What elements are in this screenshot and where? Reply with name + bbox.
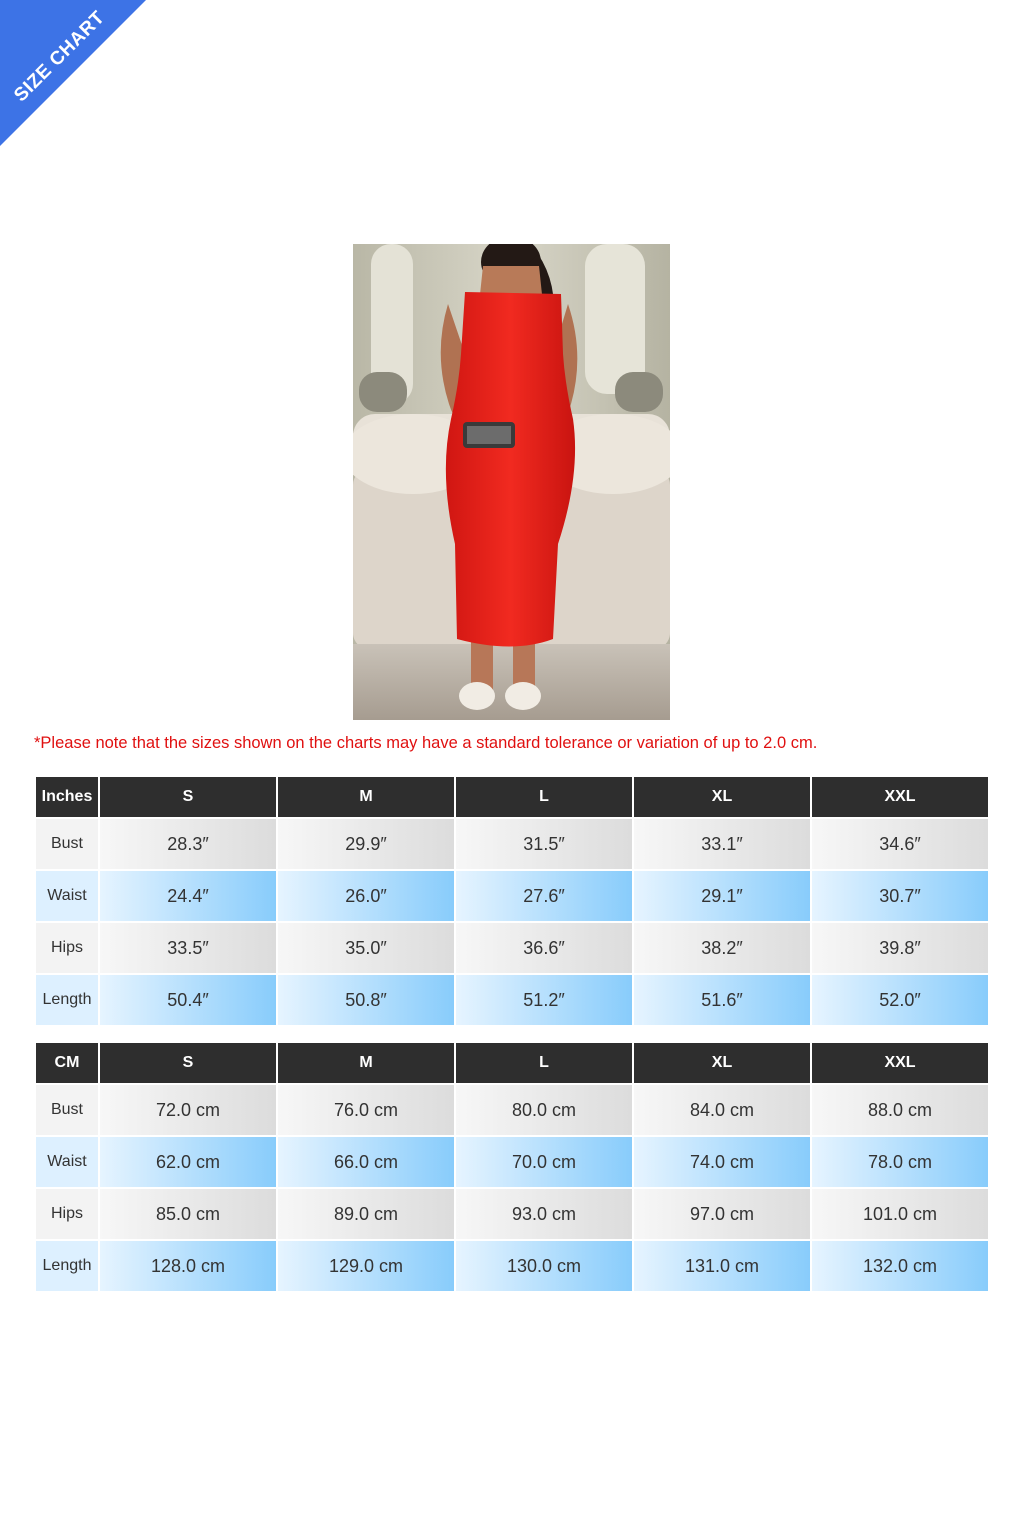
row-label: Waist	[36, 1137, 98, 1187]
size-tolerance-note: *Please note that the sizes shown on the charts may have a standard tolerance or variation of up to 2.0 cm.	[34, 734, 818, 752]
table-cell: 66.0 cm	[278, 1137, 454, 1187]
size-header: XL	[634, 777, 810, 817]
table-cell: 33.1″	[634, 819, 810, 869]
size-header: XXL	[812, 777, 988, 817]
table-row	[36, 1189, 988, 1239]
unit-header: CM	[36, 1043, 98, 1083]
row-label: Waist	[36, 871, 98, 921]
table-cell: 24.4″	[100, 871, 276, 921]
size-header: L	[456, 777, 632, 817]
table-cell: 70.0 cm	[456, 1137, 632, 1187]
table-cell: 62.0 cm	[100, 1137, 276, 1187]
size-chart-corner-badge	[0, 0, 150, 150]
size-header: M	[278, 777, 454, 817]
table-cell: 31.5″	[456, 819, 632, 869]
table-cell: 34.6″	[812, 819, 988, 869]
table-row	[36, 975, 988, 1025]
row-label: Length	[36, 1241, 98, 1291]
size-header: L	[456, 1043, 632, 1083]
table-header-row	[36, 1043, 988, 1083]
table-cell: 50.4″	[100, 975, 276, 1025]
table-cell: 35.0″	[278, 923, 454, 973]
table-cell: 26.0″	[278, 871, 454, 921]
row-label: Hips	[36, 923, 98, 973]
table-cell: 129.0 cm	[278, 1241, 454, 1291]
table-cell: 33.5″	[100, 923, 276, 973]
cm-size-table	[34, 1041, 990, 1293]
row-label: Length	[36, 975, 98, 1025]
table-cell: 131.0 cm	[634, 1241, 810, 1291]
table-cell: 39.8″	[812, 923, 988, 973]
corner-badge-label: SIZE CHART	[10, 7, 110, 107]
table-cell: 28.3″	[100, 819, 276, 869]
table-cell: 51.2″	[456, 975, 632, 1025]
table-row	[36, 1241, 988, 1291]
size-header: S	[100, 777, 276, 817]
table-row	[36, 1137, 988, 1187]
table-cell: 38.2″	[634, 923, 810, 973]
table-header-row	[36, 777, 988, 817]
corner-triangle-shape	[0, 0, 150, 150]
size-header: S	[100, 1043, 276, 1083]
table-cell: 27.6″	[456, 871, 632, 921]
table-cell: 97.0 cm	[634, 1189, 810, 1239]
size-header: XXL	[812, 1043, 988, 1083]
table-cell: 30.7″	[812, 871, 988, 921]
product-photo	[353, 244, 670, 720]
row-label: Bust	[36, 1085, 98, 1135]
table-cell: 93.0 cm	[456, 1189, 632, 1239]
table-cell: 51.6″	[634, 975, 810, 1025]
table-row	[36, 871, 988, 921]
table-cell: 76.0 cm	[278, 1085, 454, 1135]
table-cell: 72.0 cm	[100, 1085, 276, 1135]
table-cell: 130.0 cm	[456, 1241, 632, 1291]
table-cell: 84.0 cm	[634, 1085, 810, 1135]
row-label: Hips	[36, 1189, 98, 1239]
table-cell: 128.0 cm	[100, 1241, 276, 1291]
table-row	[36, 923, 988, 973]
table-row	[36, 819, 988, 869]
table-cell: 89.0 cm	[278, 1189, 454, 1239]
table-row	[36, 1085, 988, 1135]
table-cell: 132.0 cm	[812, 1241, 988, 1291]
size-header: XL	[634, 1043, 810, 1083]
table-cell: 50.8″	[278, 975, 454, 1025]
size-header: M	[278, 1043, 454, 1083]
unit-header: Inches	[36, 777, 98, 817]
table-cell: 88.0 cm	[812, 1085, 988, 1135]
table-cell: 36.6″	[456, 923, 632, 973]
table-cell: 29.9″	[278, 819, 454, 869]
table-cell: 74.0 cm	[634, 1137, 810, 1187]
model-photo-icon	[353, 244, 670, 720]
table-cell: 78.0 cm	[812, 1137, 988, 1187]
table-cell: 85.0 cm	[100, 1189, 276, 1239]
row-label: Bust	[36, 819, 98, 869]
table-cell: 52.0″	[812, 975, 988, 1025]
table-cell: 101.0 cm	[812, 1189, 988, 1239]
inches-size-table	[34, 775, 990, 1027]
table-cell: 29.1″	[634, 871, 810, 921]
table-cell: 80.0 cm	[456, 1085, 632, 1135]
